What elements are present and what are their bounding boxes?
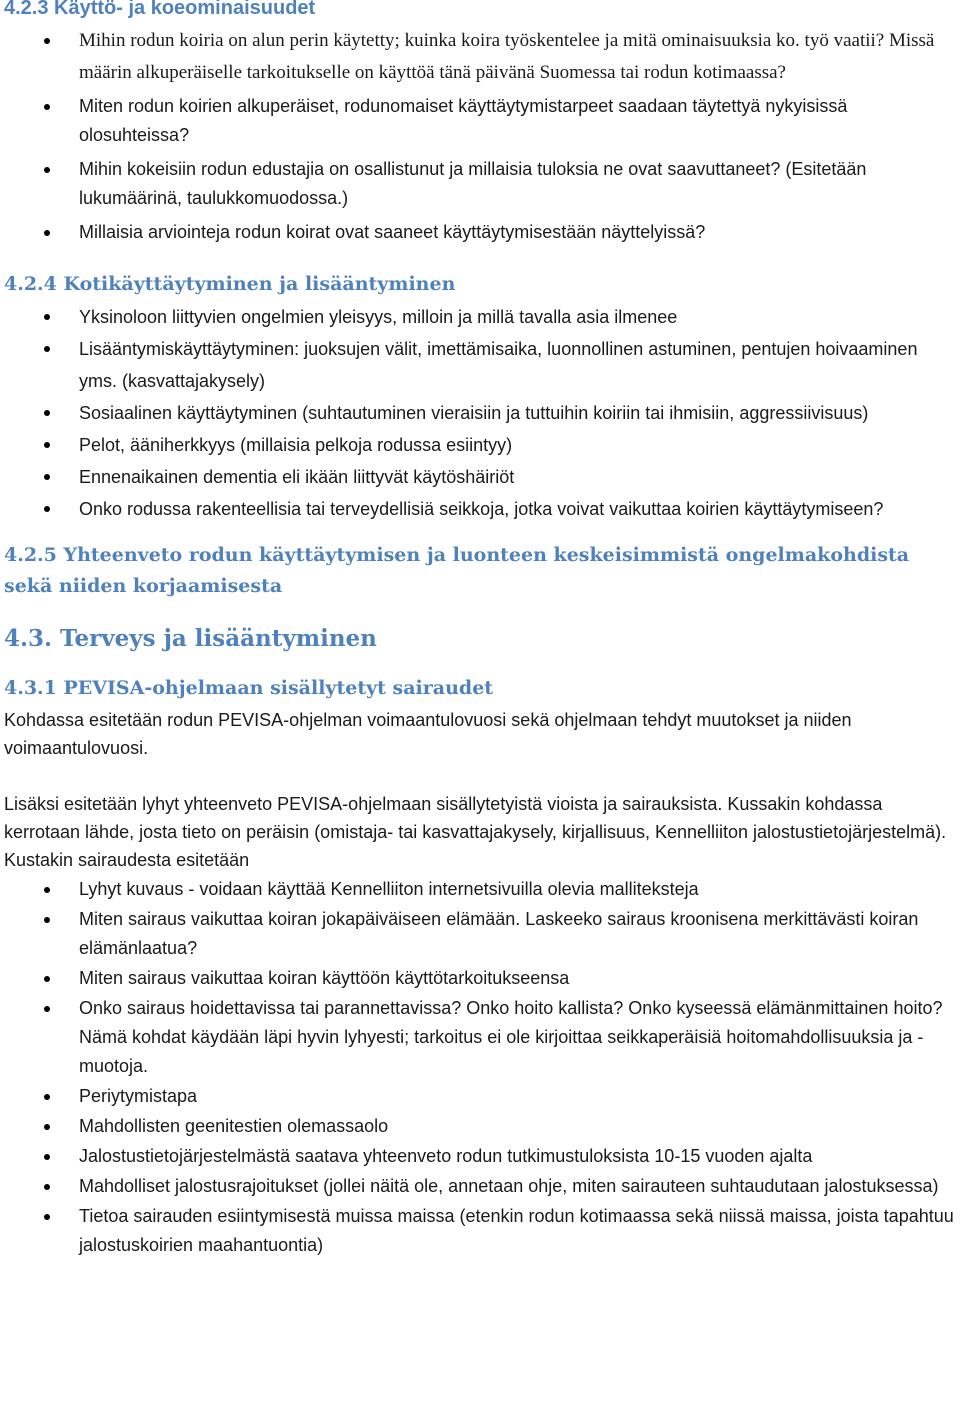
list-item xyxy=(4,25,956,89)
list-item-text: Ennenaikainen dementia eli ikään liittyvät käytöshäiriöt xyxy=(79,467,515,487)
bullet-icon xyxy=(44,1184,50,1190)
heading-4-2-5: 4.2.5 Yhteenveto rodun käyttäytymisen ja luonteen keskeisimmistä ongelmakohdista sekä niiden korjaamisesta xyxy=(4,544,910,597)
list-4-2-3 xyxy=(4,25,956,247)
paragraph-pevisa-summary: Lisäksi esitetään lyhyt yhteenveto PEVISA-ohjelmaan sisällytetyistä vioista ja sairauksista. Kussakin kohdassa kerrotaan lähde, josta tieto on peräisin (omistaja- tai kasvattajakysely, kirjallisuus, Kennelliiton jalostustietojärjestelmä). Kustakin sairaudesta esitetään xyxy=(4,794,947,870)
list-item-text: Miten rodun koirien alkuperäiset, rodunomaiset käyttäytymistarpeet saadaan täytettyä nykyisissä olosuhteissa? xyxy=(79,96,848,145)
bullet-icon xyxy=(44,104,50,110)
bullet-icon xyxy=(44,1214,50,1220)
bullet-icon xyxy=(44,1154,50,1160)
list-item xyxy=(4,1082,956,1111)
bullet-icon xyxy=(44,474,50,480)
bullet-icon xyxy=(44,314,50,320)
list-item-text: Yksinoloon liittyvien ongelmien yleisyys, milloin ja millä tavalla asia ilmenee xyxy=(79,307,678,327)
list-item-text: Miten sairaus vaikuttaa koiran jokapäiväiseen elämään. Laskeeko sairaus kroonisena merkittävästi koiran elämänlaatua? xyxy=(79,909,919,958)
bullet-icon xyxy=(44,1006,50,1012)
bullet-icon xyxy=(44,887,50,893)
list-item xyxy=(4,1112,956,1141)
list-item-text: Onko sairaus hoidettavissa tai parannettavissa? Onko hoito kallista? Onko kyseessä elämänmittainen hoito? Nämä kohdat käydään läpi hyvin lyhyesti; tarkoitus ei ole kirjoittaa seikkaperäisiä hoitomahdollisuuksia ja -muotoja. xyxy=(79,998,943,1076)
list-item xyxy=(4,875,956,904)
bullet-icon xyxy=(44,410,50,416)
list-item xyxy=(4,1202,956,1260)
document-page xyxy=(4,0,956,1260)
list-item-text: Jalostustietojärjestelmästä saatava yhteenveto rodun tutkimustuloksista 10-15 vuoden ajalta xyxy=(79,1146,813,1166)
bullet-icon xyxy=(44,976,50,982)
bullet-icon xyxy=(44,346,50,352)
list-item-text: Mihin kokeisiin rodun edustajia on osallistunut ja millaisia tuloksia ne ovat saavuttaneet? (Esitetään lukumäärinä, taulukkomuodossa.) xyxy=(79,159,867,208)
list-item xyxy=(4,397,956,429)
list-item xyxy=(4,92,956,150)
list-item xyxy=(4,493,956,525)
heading-4-2-4: 4.2.4 Kotikäyttäytyminen ja lisääntyminen xyxy=(4,273,456,295)
list-item xyxy=(4,429,956,461)
paragraph-pevisa-intro: Kohdassa esitetään rodun PEVISA-ohjelman voimaantulovuosi sekä ohjelmaan tehdyt muutokset ja niiden voimaantulovuosi. xyxy=(4,710,852,758)
list-item xyxy=(4,1172,956,1201)
bullet-icon xyxy=(44,167,50,173)
bullet-icon xyxy=(44,38,50,44)
list-item xyxy=(4,964,956,993)
list-item-text: Pelot, ääniherkkyys (millaisia pelkoja rodussa esiintyy) xyxy=(79,435,513,455)
bullet-icon xyxy=(44,1094,50,1100)
bullet-icon xyxy=(44,506,50,512)
bullet-icon xyxy=(44,442,50,448)
list-item-text: Sosiaalinen käyttäytyminen (suhtautuminen vieraisiin ja tuttuihin koiriin tai ihmisiin, aggressiivisuus) xyxy=(79,403,869,423)
bullet-icon xyxy=(44,917,50,923)
list-4-3-1 xyxy=(4,875,956,1260)
list-item-text: Onko rodussa rakenteellisia tai terveydellisiä seikkoja, jotka voivat vaikuttaa koirien käyttäytymiseen? xyxy=(79,499,884,519)
heading-4-3-1: 4.3.1 PEVISA-ohjelmaan sisällytetyt sairaudet xyxy=(4,677,494,699)
list-item xyxy=(4,905,956,963)
list-item xyxy=(4,461,956,493)
list-item xyxy=(4,1142,956,1171)
list-item xyxy=(4,218,956,247)
list-item-text: Lyhyt kuvaus - voidaan käyttää Kennelliiton internetsivuilla olevia malliteksteja xyxy=(79,879,699,899)
list-4-2-4 xyxy=(4,301,956,525)
list-item xyxy=(4,994,956,1081)
heading-4-2-3: 4.2.3 Käyttö- ja koeominaisuudet xyxy=(4,0,316,19)
heading-4-3: 4.3. Terveys ja lisääntyminen xyxy=(4,625,377,652)
list-item-text: Periytymistapa xyxy=(79,1086,198,1106)
list-item-text: Millaisia arviointeja rodun koirat ovat saaneet käyttäytymisestään näyttelyissä? xyxy=(79,222,706,242)
list-item-text: Tietoa sairauden esiintymisestä muissa maissa (etenkin rodun kotimaassa sekä niissä maissa, joista tapahtuu jalostuskoirien maahantuontia) xyxy=(79,1206,954,1255)
list-item xyxy=(4,301,956,333)
list-item-text: Mihin rodun koiria on alun perin käytetty; kuinka koira työskentelee ja mitä ominaisuuksia ko. työ vaatii? Missä määrin alkuperäiselle tarkoitukselle on käyttöä tänä päivänä Suomessa tai rodun kotimaassa? xyxy=(79,30,935,83)
list-item-text: Lisääntymiskäyttäytyminen: juoksujen välit, imettämisaika, luonnollinen astuminen, pentujen hoivaaminen yms. (kasvattajakysely) xyxy=(79,339,918,391)
list-item-text: Mahdollisten geenitestien olemassaolo xyxy=(79,1116,389,1136)
list-item xyxy=(4,333,956,397)
list-item-text: Mahdolliset jalostusrajoitukset (jollei näitä ole, annetaan ohje, miten sairauteen suhtaudutaan jalostuksessa) xyxy=(79,1176,939,1196)
list-item-text: Miten sairaus vaikuttaa koiran käyttöön käyttötarkoitukseensa xyxy=(79,968,570,988)
bullet-icon xyxy=(44,1124,50,1130)
list-item xyxy=(4,155,956,213)
bullet-icon xyxy=(44,230,50,236)
